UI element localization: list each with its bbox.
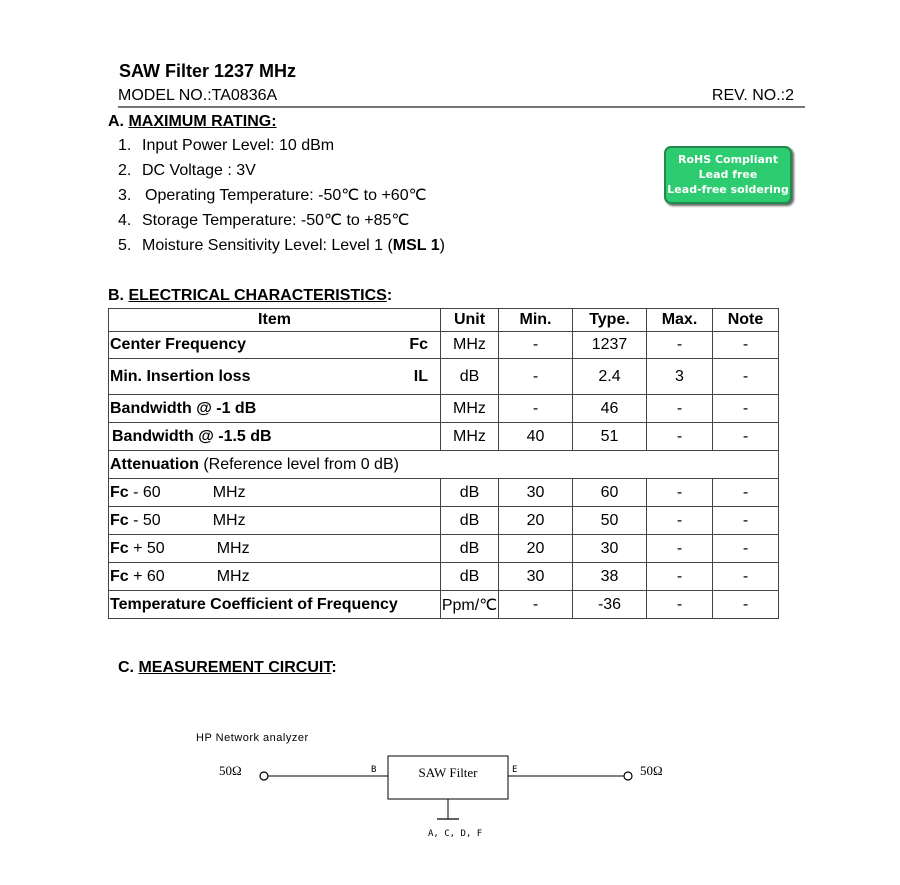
column-header: Max. — [647, 309, 713, 332]
typ-cell: 50 — [573, 507, 647, 535]
typ-cell: 60 — [573, 479, 647, 507]
msl-level: MSL 1 — [392, 237, 440, 254]
min-cell: 30 — [499, 479, 573, 507]
revision-number: REV. NO.:2 — [711, 87, 794, 104]
unit-cell: MHz — [441, 423, 499, 451]
column-header: Note — [713, 309, 779, 332]
column-header: Type. — [573, 309, 647, 332]
list-text: DC Voltage : 3V — [142, 162, 256, 179]
column-header: Item — [109, 309, 441, 332]
unit-cell: MHz — [441, 395, 499, 423]
section-b-prefix: B. — [108, 287, 129, 304]
fc-offset: + 60 — [128, 567, 165, 585]
list-text: Operating Temperature: -50℃ to +60℃ — [145, 187, 427, 204]
offset-unit: MHz — [216, 539, 250, 557]
list-text: Moisture Sensitivity Level: Level 1 ( — [142, 237, 393, 254]
section-b-colon: : — [386, 287, 393, 304]
fc-label: Fc — [110, 483, 129, 501]
min-cell: 30 — [499, 563, 573, 591]
right-impedance-label: 50Ω — [640, 763, 663, 778]
section-a-prefix: A. — [108, 113, 129, 130]
typ-cell: 30 — [573, 535, 647, 563]
fc-offset: - 60 — [128, 483, 161, 501]
unit-cell: dB — [441, 359, 499, 395]
max-cell: - — [647, 563, 713, 591]
min-cell: 20 — [499, 535, 573, 563]
item-symbol: IL — [413, 367, 428, 385]
typ-cell: 2.4 — [573, 359, 647, 395]
item-label: Center Frequency — [110, 336, 247, 353]
item-cell: Bandwidth @ -1 dB — [109, 395, 441, 423]
min-cell: 40 — [499, 423, 573, 451]
list-number: 2. — [118, 162, 132, 179]
max-cell: 3 — [647, 359, 713, 395]
note-cell: - — [713, 507, 779, 535]
min-cell: 20 — [499, 507, 573, 535]
unit-cell: dB — [441, 535, 499, 563]
rohs-line: Lead-free soldering — [667, 183, 789, 196]
column-header: Unit — [441, 309, 499, 332]
fc-offset: - 50 — [128, 511, 161, 529]
max-cell: - — [647, 423, 713, 451]
saw-filter-label: SAW Filter — [418, 765, 478, 780]
column-header: Min. — [499, 309, 573, 332]
list-number: 4. — [118, 212, 132, 229]
typ-cell: -36 — [573, 591, 647, 619]
max-cell: - — [647, 395, 713, 423]
list-number: 5. — [118, 237, 132, 254]
note-cell: - — [713, 563, 779, 591]
section-c-colon: : — [331, 659, 337, 676]
min-cell: - — [499, 359, 573, 395]
max-cell: - — [647, 507, 713, 535]
unit-cell: dB — [441, 563, 499, 591]
attenuation-label: Attenuation — [110, 455, 199, 473]
min-cell: - — [499, 395, 573, 423]
item-cell: Bandwidth @ -1.5 dB — [109, 423, 441, 451]
rohs-line: Lead free — [698, 168, 758, 181]
fc-label: Fc — [110, 511, 129, 529]
ground-pins-label: A, C, D, F — [428, 829, 483, 839]
item-symbol: Fc — [409, 336, 428, 353]
note-cell: - — [713, 423, 779, 451]
unit-cell: MHz — [441, 332, 499, 359]
unit-cell: Ppm/℃ — [441, 591, 499, 619]
attenuation-note: (Reference level from 0 dB) — [198, 455, 399, 473]
left-impedance-label: 50Ω — [219, 763, 242, 778]
min-cell: - — [499, 332, 573, 359]
offset-unit: MHz — [212, 511, 246, 529]
model-number: MODEL NO.:TA0836A — [118, 87, 278, 104]
note-cell: - — [713, 332, 779, 359]
section-c-title: MEASUREMENT CIRCUIT — [138, 659, 332, 676]
typ-cell: 38 — [573, 563, 647, 591]
min-cell: - — [499, 591, 573, 619]
max-cell: - — [647, 591, 713, 619]
note-cell: - — [713, 591, 779, 619]
input-port-label: B — [371, 765, 377, 775]
fc-offset: + 50 — [128, 539, 165, 557]
max-cell: - — [647, 535, 713, 563]
note-cell: - — [713, 395, 779, 423]
max-cell: - — [647, 332, 713, 359]
section-b-title: ELECTRICAL CHARACTERISTICS — [128, 287, 387, 304]
list-text: Input Power Level: 10 dBm — [142, 137, 335, 154]
note-cell: - — [713, 479, 779, 507]
rohs-line: RoHS Compliant — [677, 153, 778, 166]
list-number: 1. — [118, 137, 132, 154]
item-cell: Temperature Coefficient of Frequency — [109, 591, 441, 619]
output-terminal — [624, 772, 632, 780]
list-text: Storage Temperature: -50℃ to +85℃ — [142, 212, 410, 229]
note-cell: - — [713, 535, 779, 563]
offset-unit: MHz — [216, 567, 250, 585]
note-cell: - — [713, 359, 779, 395]
typ-cell: 1237 — [573, 332, 647, 359]
list-text-end: ) — [439, 237, 445, 254]
fc-label: Fc — [110, 539, 129, 557]
offset-unit: MHz — [212, 483, 246, 501]
document-title: SAW Filter 1237 MHz — [119, 61, 297, 81]
analyzer-label: HP Network analyzer — [196, 732, 309, 744]
section-a-title: MAXIMUM RATING: — [128, 113, 277, 130]
unit-cell: dB — [441, 479, 499, 507]
fc-label: Fc — [110, 567, 129, 585]
max-cell: - — [647, 479, 713, 507]
typ-cell: 51 — [573, 423, 647, 451]
item-label: Min. Insertion loss — [110, 367, 251, 385]
typ-cell: 46 — [573, 395, 647, 423]
section-c-prefix: C. — [118, 659, 139, 676]
unit-cell: dB — [441, 507, 499, 535]
output-port-label: E — [512, 765, 518, 775]
input-terminal — [260, 772, 268, 780]
list-number: 3. — [118, 187, 132, 204]
